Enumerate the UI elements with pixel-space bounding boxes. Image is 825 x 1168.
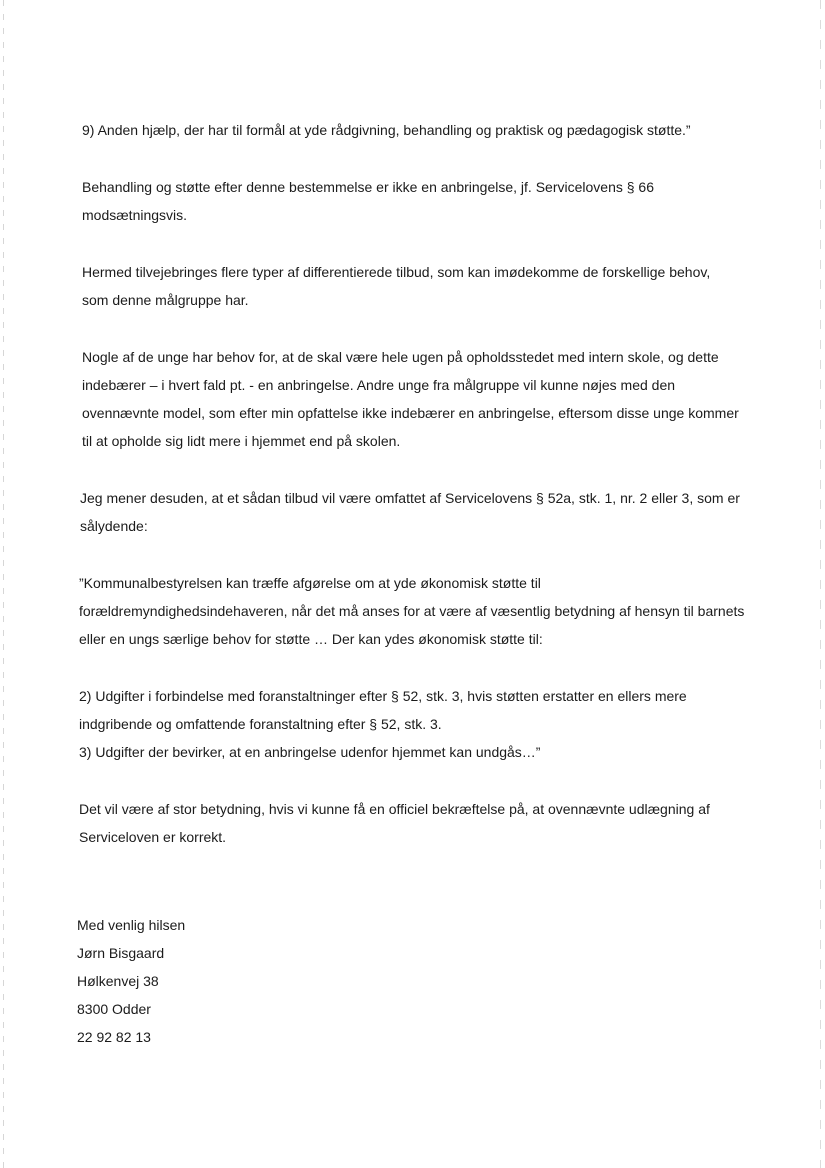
sender-city: 8300 Odder bbox=[77, 1001, 151, 1017]
text-line: ovennævnte model, som efter min opfattelse ikke indebærer en anbringelse, eftersom disse unge kommer bbox=[82, 405, 739, 421]
text-line: Nogle af de unge har behov for, at de skal være hele ugen på opholdsstedet med intern skole, og dette bbox=[82, 349, 719, 365]
text-line: 9) Anden hjælp, der har til formål at yde rådgivning, behandling og praktisk og pædagogisk støtte.” bbox=[82, 122, 691, 138]
scan-edge-left bbox=[3, 0, 4, 1168]
text-line: som denne målgruppe har. bbox=[82, 292, 249, 308]
text-line: forældremyndighedsindehaveren, når det må anses for at være af væsentlig betydning af hensyn til barnets bbox=[79, 603, 745, 619]
text-line: Jeg mener desuden, at et sådan tilbud vil være omfattet af Servicelovens § 52a, stk. 1, nr. 2 eller 3, som er bbox=[80, 490, 740, 506]
paragraph-opinion bbox=[80, 484, 770, 540]
paragraph-offers bbox=[82, 258, 770, 314]
text-line: eller en ungs særlige behov for støtte … Der kan ydes økonomisk støtte til: bbox=[79, 631, 543, 647]
sender-phone: 22 92 82 13 bbox=[77, 1029, 151, 1045]
letter-body bbox=[77, 116, 770, 1051]
paragraph-request bbox=[79, 795, 770, 851]
paragraph-quote-items bbox=[79, 682, 770, 766]
signature-block bbox=[77, 911, 770, 1051]
text-line: ”Kommunalbestyrelsen kan træffe afgørelse om at yde økonomisk støtte til bbox=[79, 575, 541, 591]
paragraph-item-9 bbox=[82, 116, 770, 144]
paragraph-treatment bbox=[82, 173, 770, 229]
text-line: Hermed tilvejebringes flere typer af differentierede tilbud, som kan imødekomme de forskellige behov, bbox=[82, 264, 711, 280]
text-line: indebærer – i hvert fald pt. - en anbringelse. Andre unge fra målgruppe vil kunne nøjes med den bbox=[82, 377, 676, 393]
text-line: 2) Udgifter i forbindelse med foranstaltninger efter § 52, stk. 3, hvis støtten erstatter en ellers mere bbox=[79, 688, 687, 704]
text-line: Serviceloven er korrekt. bbox=[79, 829, 227, 845]
paragraph-quote-intro bbox=[79, 569, 770, 653]
text-line: indgribende og omfattende foranstaltning efter § 52, stk. 3. bbox=[79, 716, 442, 732]
text-line: modsætningsvis. bbox=[82, 207, 188, 223]
sender-street: Hølkenvej 38 bbox=[77, 973, 159, 989]
text-line: Det vil være af stor betydning, hvis vi kunne få en officiel bekræftelse på, at ovennævnte udlægning af bbox=[79, 801, 710, 817]
text-line: sålydende: bbox=[80, 518, 148, 534]
closing-text: Med venlig hilsen bbox=[77, 917, 186, 933]
paragraph-young-people bbox=[82, 343, 770, 455]
text-line: 3) Udgifter der bevirker, at en anbringelse udenfor hjemmet kan undgås…” bbox=[79, 744, 541, 760]
text-line: Behandling og støtte efter denne bestemmelse er ikke en anbringelse, jf. Servicelovens § 66 bbox=[82, 179, 654, 195]
text-line: til at opholde sig lidt mere i hjemmet end på skolen. bbox=[82, 433, 401, 449]
sender-name: Jørn Bisgaard bbox=[77, 945, 165, 961]
scan-edge-right bbox=[820, 0, 821, 1168]
